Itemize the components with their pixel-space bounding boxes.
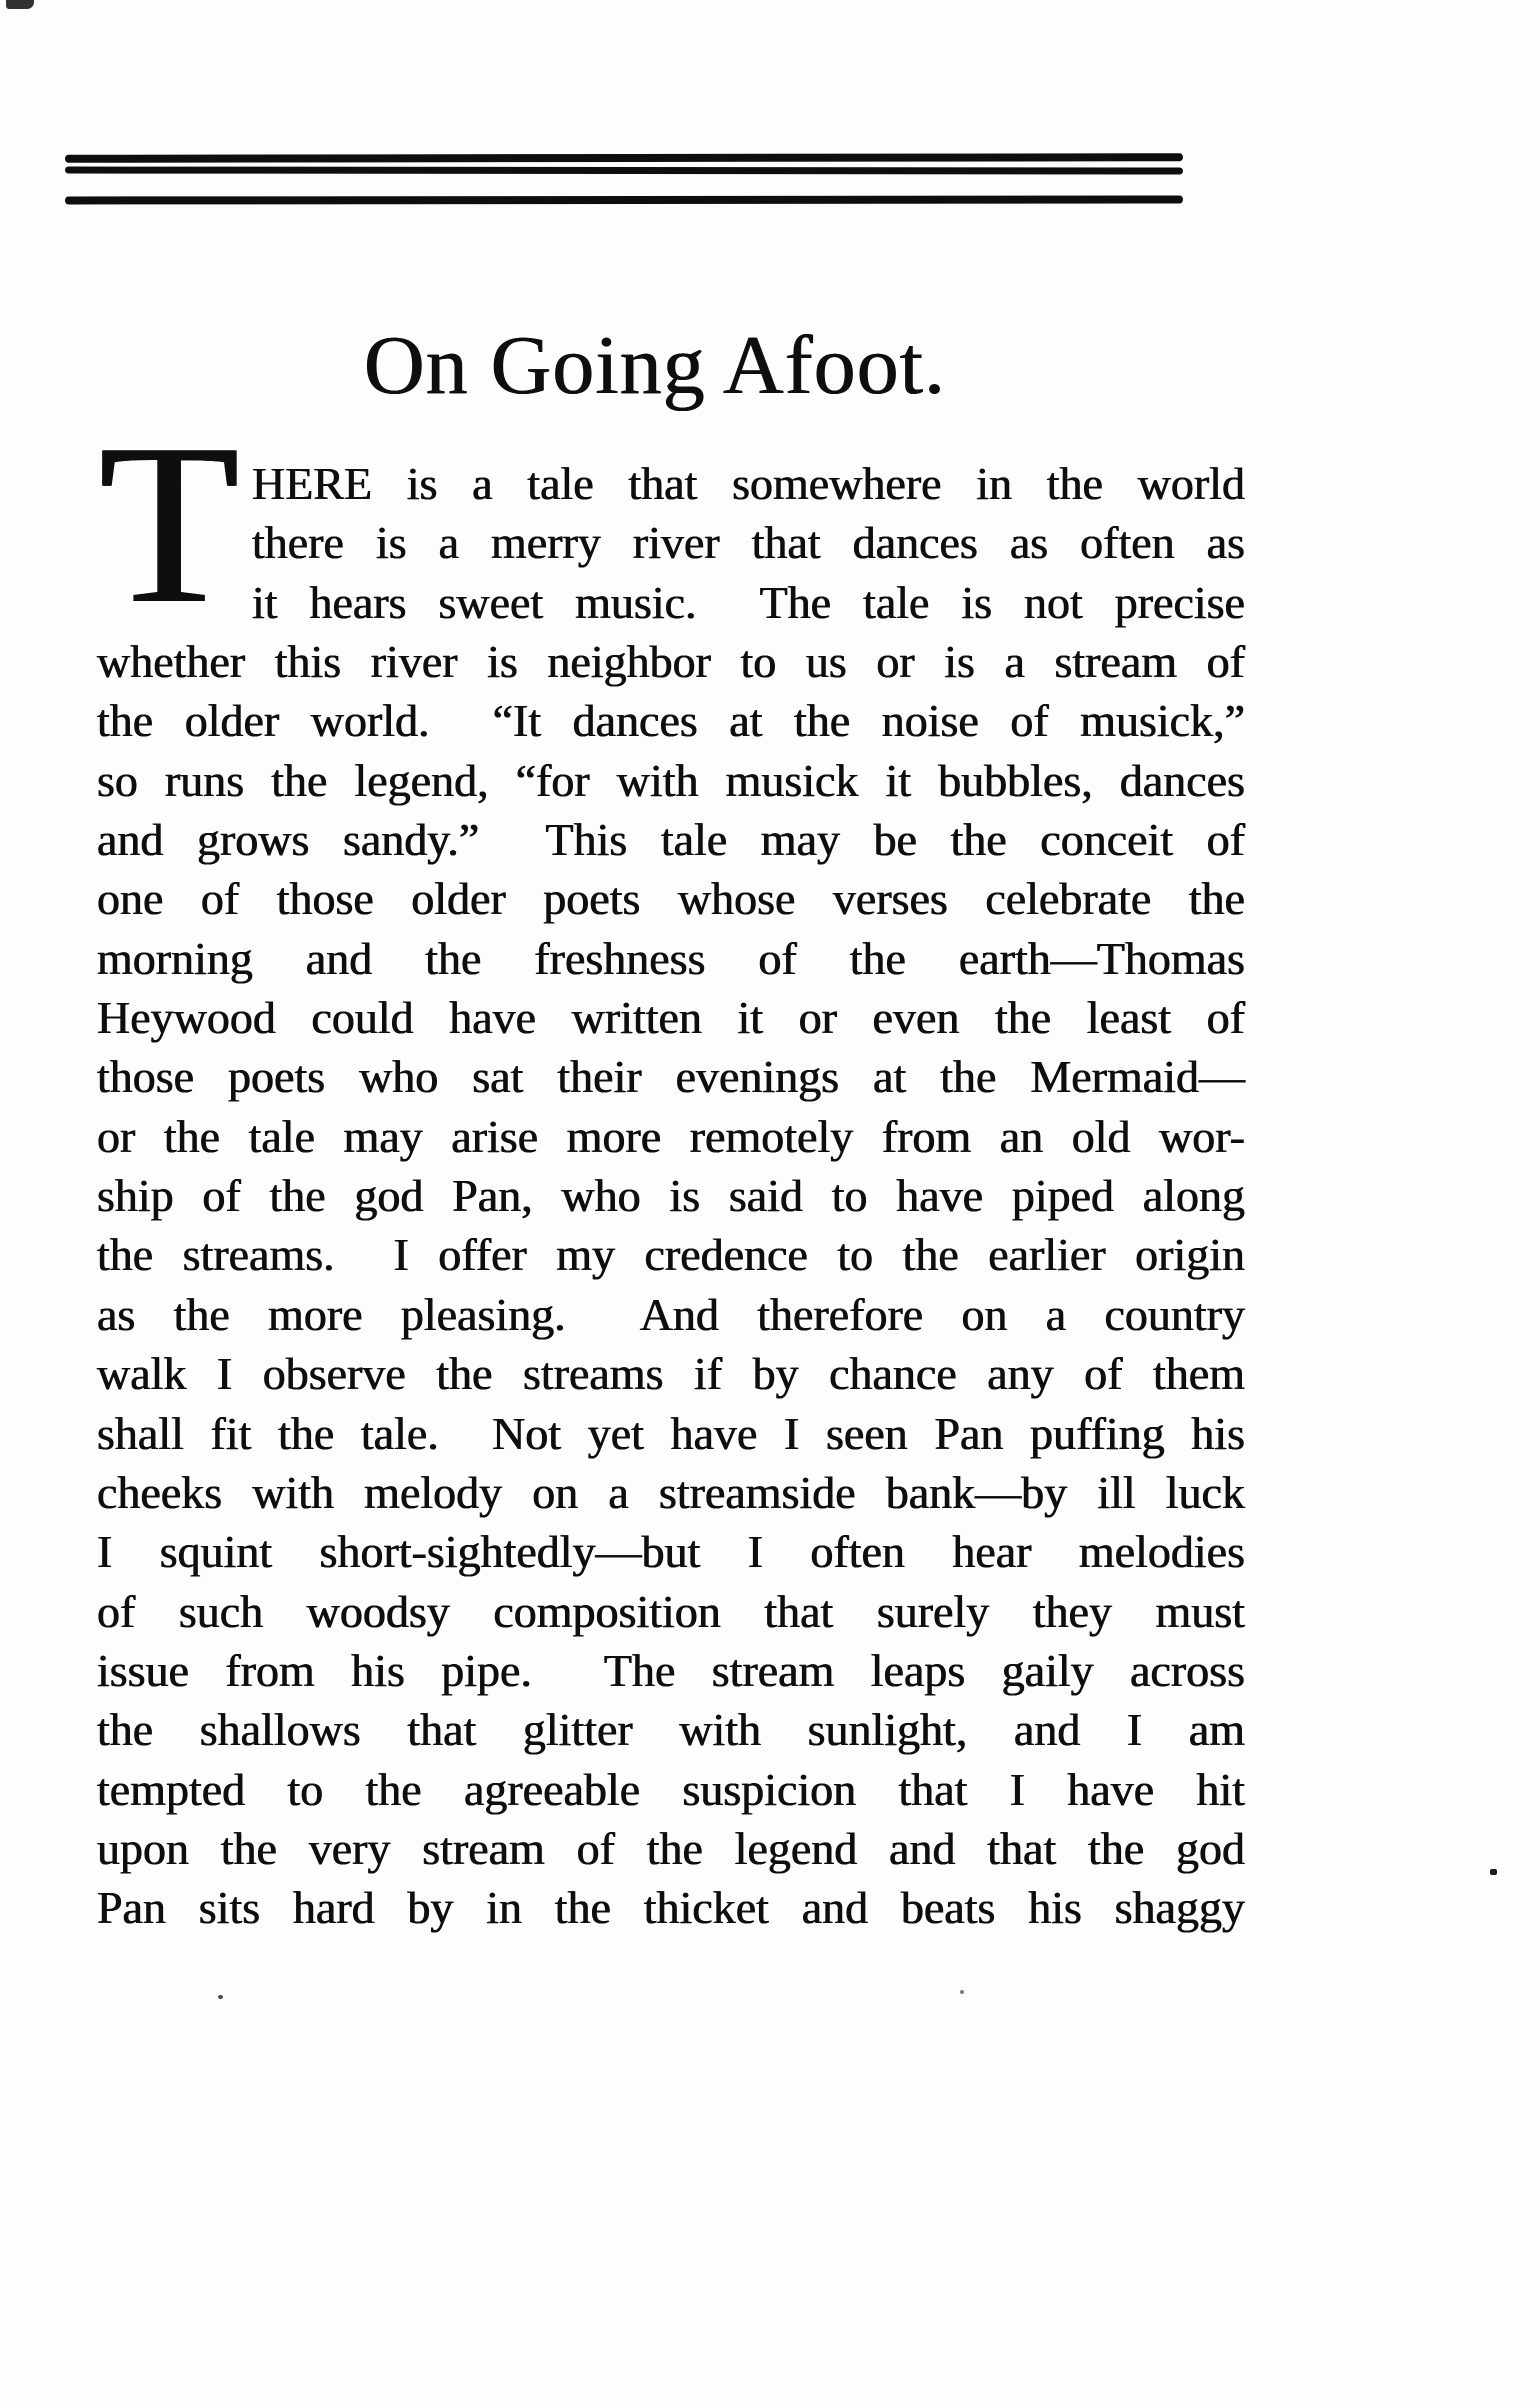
text-line: as the more pleasing. And therefore on a country xyxy=(97,1288,1245,1340)
paragraph-lines xyxy=(97,454,1245,1938)
text-line: HERE is a tale that somewhere in the world xyxy=(252,458,1245,509)
text-line: the streams. I offer my credence to the earlier origin xyxy=(97,1229,1245,1281)
text-line: or the tale may arise more remotely from an old wor- xyxy=(97,1110,1245,1162)
scan-corner-smudge xyxy=(6,0,34,9)
text-line: shall fit the tale. Not yet have I seen Pan puffing his xyxy=(97,1407,1245,1459)
text-line: upon the very stream of the legend and that the god xyxy=(97,1822,1245,1874)
text-line: the older world. “It dances at the noise of musick,” xyxy=(97,695,1245,747)
double-rule-bottom xyxy=(65,167,1183,175)
text-line: ship of the god Pan, who is said to have piped along xyxy=(97,1170,1245,1222)
text-line: those poets who sat their evenings at the Mermaid— xyxy=(97,1051,1245,1103)
single-rule xyxy=(65,196,1183,205)
text-line: the shallows that glitter with sunlight, and I am xyxy=(97,1704,1245,1756)
text-line: so runs the legend, “for with musick it bubbles, dances xyxy=(97,754,1245,806)
text-line: tempted to the agreeable suspicion that I have hit xyxy=(97,1763,1245,1815)
paragraph xyxy=(97,454,1245,1938)
drop-cap: T xyxy=(99,396,240,651)
scan-speck xyxy=(960,1990,964,1994)
scan-speck xyxy=(218,1995,223,1999)
double-rule-top xyxy=(65,153,1183,163)
text-line: I squint short-sightedly—but I often hear melodies xyxy=(97,1526,1245,1578)
text-line: it hears sweet music. The tale is not precise xyxy=(252,576,1245,628)
text-line: whether this river is neighbor to us or is a stream of xyxy=(97,636,1245,688)
text-line: and grows sandy.” This tale may be the conceit of xyxy=(97,814,1245,866)
page-title: On Going Afoot. xyxy=(364,319,946,412)
text-line: of such woodsy composition that surely they must xyxy=(97,1585,1245,1637)
text-line: morning and the freshness of the earth—Thomas xyxy=(97,932,1245,984)
text-line: one of those older poets whose verses celebrate the xyxy=(97,873,1245,925)
text-line: issue from his pipe. The stream leaps gaily across xyxy=(97,1644,1245,1696)
text-line: Pan sits hard by in the thicket and beats his shaggy xyxy=(97,1882,1245,1934)
text-line: Heywood could have written it or even the least of xyxy=(97,992,1245,1044)
scan-speck xyxy=(1490,1869,1497,1875)
text-line: cheeks with melody on a streamside bank—by ill luck xyxy=(97,1466,1245,1518)
text-line: walk I observe the streams if by chance any of them xyxy=(97,1348,1245,1400)
text-line: there is a merry river that dances as often as xyxy=(252,517,1245,569)
